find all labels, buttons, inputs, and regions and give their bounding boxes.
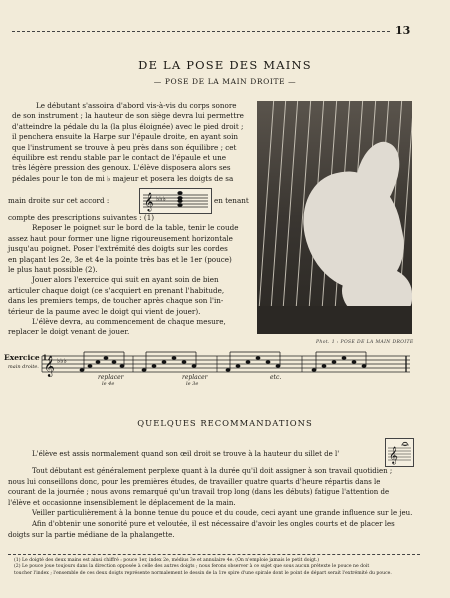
- exercise-annot-finger-3: le 3e: [186, 381, 199, 387]
- page-title: DE LA POSE DES MAINS: [138, 58, 312, 72]
- text-line: Jouer alors l'exercice qui suit en ayant soin de bien: [32, 275, 219, 285]
- harp-hand-photo: [257, 101, 412, 334]
- text-line: que l'instrument se trouve à peu près dans son équilibre ; cet: [12, 142, 237, 152]
- footnote-2-cont: toucher l'index ; l'ensemble de ces deux doigts représente normalement le dessin de la 1re spire d'une spirale dont le point de départ serait l'extrémité du pouce.: [14, 570, 392, 576]
- page-subtitle: — POSE DE LA MAIN DROITE —: [153, 77, 297, 86]
- text-line: l'élève et occasionne insensiblement le déplacement de la main.: [8, 498, 236, 507]
- text-line: assez haut pour former une ligne rigoureusement horizontale: [8, 233, 233, 243]
- text-line: Tout débutant est généralement perplexe quant à la durée qu'il doit assigner à son travail quotidien ;: [32, 467, 393, 475]
- exercise-label: Exercice 1.: [4, 353, 51, 362]
- svg-text:𝄞: 𝄞: [44, 356, 55, 377]
- recommendations-paragraph: [8, 466, 418, 540]
- text-line: Reposer le poignet sur le bord de la table, tenir le coude: [32, 223, 239, 233]
- instructions-paragraph: [8, 213, 248, 338]
- sillet-staff-graphic: [386, 439, 413, 466]
- text-line: L'élève devra, au commencement de chaque mesure,: [32, 317, 226, 327]
- exercise-annot-replacer-1: replacer: [98, 374, 124, 381]
- text-line: de son instrument ; la hauteur de son siège devra lui permettre: [12, 111, 244, 121]
- svg-text:♭♭♭: ♭♭♭: [156, 195, 166, 203]
- text-line: il penchera ensuite la Harpe sur l'épaule droite, en ayant soin: [12, 132, 239, 142]
- text-line: compte des prescriptions suivantes : (1): [8, 213, 155, 222]
- exercise-annot-finger-4: le 4e: [102, 381, 115, 387]
- footnote-2: (2) Le pouce joue toujours dans la direction opposée à celle des autres doigts ; nous ferons observer à ce sujet que sous aucun prétexte le pouce ne doit: [14, 564, 370, 570]
- text-line: replacer le doigt venant de jouer.: [8, 327, 130, 337]
- text-line: nous lui conseillons donc, pour les premières études, de travailler quatre quarts d'heure répartis dans le: [8, 477, 381, 486]
- footnotes: [14, 558, 418, 577]
- text-line: doigts sur la partie médiane de la phalangette.: [8, 530, 175, 539]
- photo-caption: Phot. 1 : POSE DE LA MAIN DROITE: [316, 340, 414, 345]
- text-line: courant de la journée ; nous avons remarqué qu'un travail trop long (dans les débuts) fatigue l'attention de: [8, 488, 390, 497]
- text-line: articuler chaque doigt (ce s'acquiert en prenant l'habitude,: [8, 285, 225, 295]
- text-line: équilibre est rendu stable par le contact de l'épaule et une: [12, 153, 226, 163]
- svg-text:𝄞: 𝄞: [144, 192, 154, 211]
- chord-line-left: main droite sur cet accord :: [8, 196, 110, 205]
- chord-staff-graphic: [140, 189, 211, 213]
- text-line: jusqu'au poignet. Poser l'extrémité des doigts sur les cordes: [8, 244, 228, 254]
- footnote-1: (1) Le doigté des deux mains est ainsi chiffré : pouce 1er, index 2e, médius 3e et annulaire 4e. (On n'emploie jamais le petit doigt.): [14, 558, 320, 563]
- exercise-annot-etc: etc.: [270, 374, 282, 381]
- page-number: 13: [395, 24, 411, 37]
- text-line: pédales pour le ton de mi ♭ majeur et posera les doigts de sa: [12, 173, 234, 183]
- text-line: Veiller particulièrement à la bonne tenue du pouce et du coude, ceci ayant une grande influence sur le jeu.: [32, 509, 413, 518]
- text-line: Le débutant s'assoira d'abord vis-à-vis du corps sonore: [36, 101, 237, 110]
- sillet-notation-image: [385, 438, 414, 467]
- footnote-rule: [8, 554, 420, 555]
- chord-notation-image: [139, 188, 212, 214]
- section-title-recommandations: QUELQUES RECOMMANDATIONS: [137, 418, 313, 428]
- text-line: très légère pression des genoux. L'élève disposera alors ses: [12, 163, 231, 173]
- text-line: térieur de la paume avec le doigt qui vient de jouer).: [8, 306, 201, 316]
- text-line: d'atteindre la pédale du la (la plus éloignée) avec le pied droit ;: [12, 121, 244, 131]
- text-line: en plaçant les 2e, 3e et 4e la pointe très bas et le 1er (pouce): [8, 254, 232, 264]
- exercise-sublabel: main droite.: [8, 364, 39, 370]
- text-line: le plus haut possible (2).: [8, 265, 98, 275]
- text-line: Afin d'obtenir une sonorité pure et veloutée, il est nécessaire d'avoir les ongles courts et de placer les: [32, 519, 395, 528]
- svg-text:♭♭♭: ♭♭♭: [57, 357, 67, 365]
- recommendation-line: L'élève est assis normalement quand son œil droit se trouve à la hauteur du sillet de l': [32, 450, 340, 458]
- chord-line-right: en tenant: [214, 196, 249, 205]
- svg-text:𝄞: 𝄞: [389, 446, 398, 464]
- exercise-annot-replacer-2: replacer: [182, 374, 208, 381]
- text-line: dans les premiers temps, de toucher après chaque son l'in-: [8, 296, 224, 306]
- header-rule: [12, 31, 390, 32]
- intro-paragraph: [12, 101, 248, 184]
- exercise-staff: [40, 348, 412, 384]
